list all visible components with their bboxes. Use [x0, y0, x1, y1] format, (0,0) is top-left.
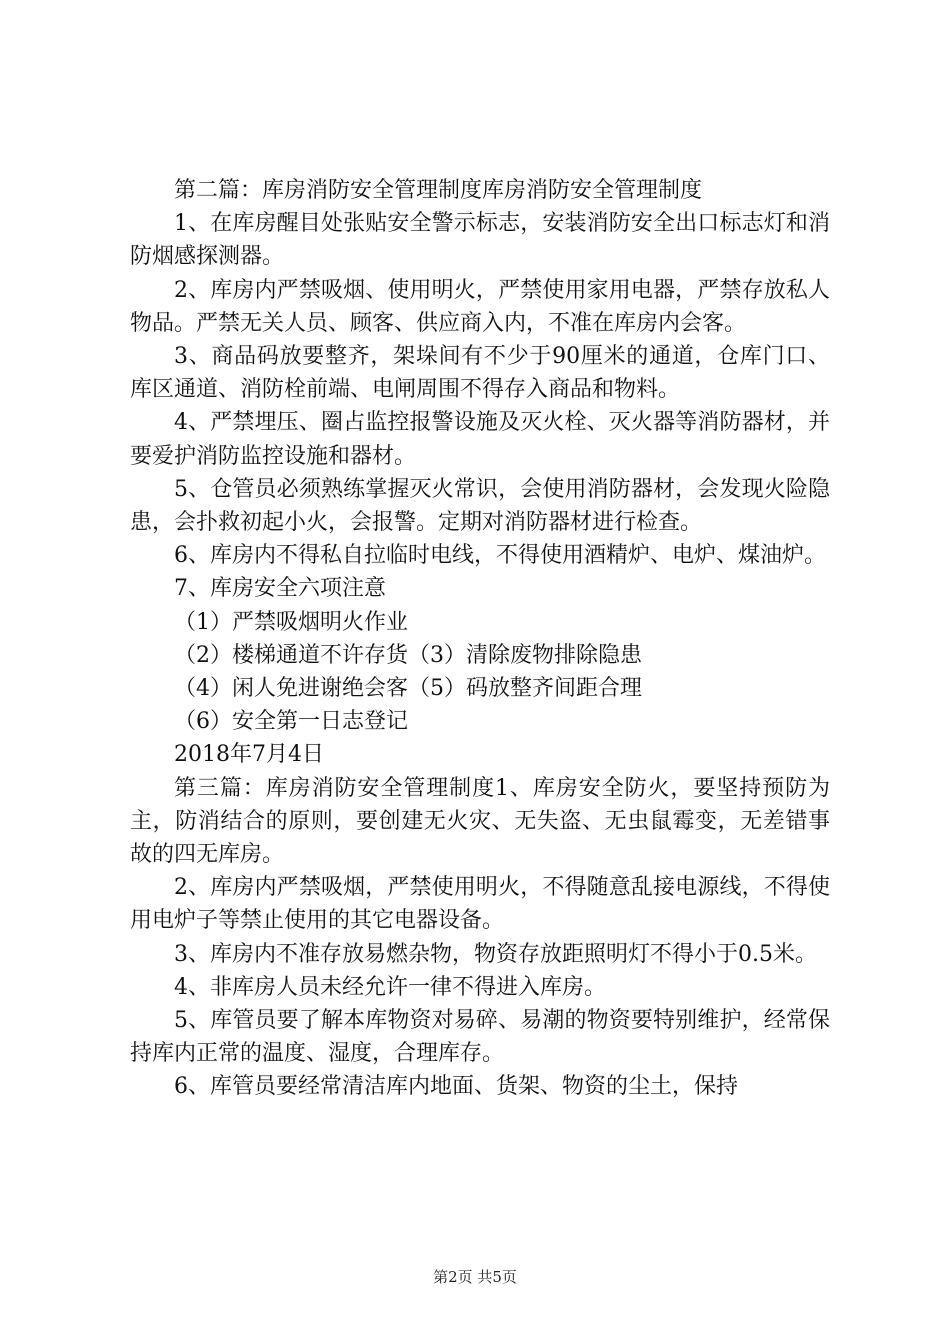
notice-item-1: （1）严禁吸烟明火作业 [174, 609, 408, 635]
rule-1: 1、在库房醒目处张贴安全警示标志，安装消防安全出口标志灯和消防烟感探测器。 [130, 211, 830, 270]
rule-3: 3、商品码放要整齐，架垛间有不少于90厘米的通道，仓库门口、库区通道、消防栓前端、电闸周围不得存入商品和物料。 [130, 344, 830, 403]
page-number-footer: 第2页 共5页 [433, 1268, 517, 1286]
rule-4: 4、严禁埋压、圈占监控报警设施及灭火栓、灭火器等消防器材，并要爱护消防监控设施和器材。 [130, 410, 830, 469]
notice-item-2: （2）楼梯通道不许存货（3）清除废物排除隐患 [174, 642, 642, 668]
notice-item-3: （4）闲人免进谢绝会客（5）码放整齐间距合理 [174, 676, 642, 702]
document-date: 2018年7月4日 [174, 742, 324, 768]
rule-2: 2、库房内严禁吸烟、使用明火，严禁使用家用电器，严禁存放私人物品。严禁无关人员、顾客、供应商入内，不准在库房内会客。 [130, 277, 830, 336]
section-3-rule-1: 第三篇：库房消防安全管理制度1、库房安全防火，要坚持预防为主，防消结合的原则，要创建无火灾、无失盗、无虫鼠霉变，无差错事故的四无库房。 [130, 775, 830, 868]
section-3-rule-2: 2、库房内严禁吸烟，严禁使用明火，不得随意乱接电源线，不得使用电炉子等禁止使用的其它电器设备。 [130, 875, 830, 934]
rule-5: 5、仓管员必须熟练掌握灭火常识，会使用消防器材，会发现火险隐患，会扑救初起小火，会报警。定期对消防器材进行检查。 [130, 476, 830, 536]
rule-7: 7、库房安全六项注意 [174, 576, 386, 602]
rule-6: 6、库房内不得私自拉临时电线，不得使用酒精炉、电炉、煤油炉。 [174, 543, 826, 569]
notice-item-4: （6）安全第一日志登记 [174, 709, 408, 735]
section-3-rule-3: 3、库房内不准存放易燃杂物，物资存放距照明灯不得小于0.5米。 [174, 941, 817, 967]
section-3-rule-6: 6、库管员要经常清洁库内地面、货架、物资的尘土，保持 [174, 1074, 738, 1100]
document-body [130, 174, 830, 1104]
section-2-title: 第二篇：库房消防安全管理制度库房消防安全管理制度 [174, 178, 703, 203]
section-3-rule-5: 5、库管员要了解本库物资对易碎、易潮的物资要特别维护，经常保持库内正常的温度、湿度，合理库存。 [130, 1008, 830, 1067]
section-3-rule-4: 4、非库房人员未经允许一律不得进入库房。 [174, 974, 606, 1000]
